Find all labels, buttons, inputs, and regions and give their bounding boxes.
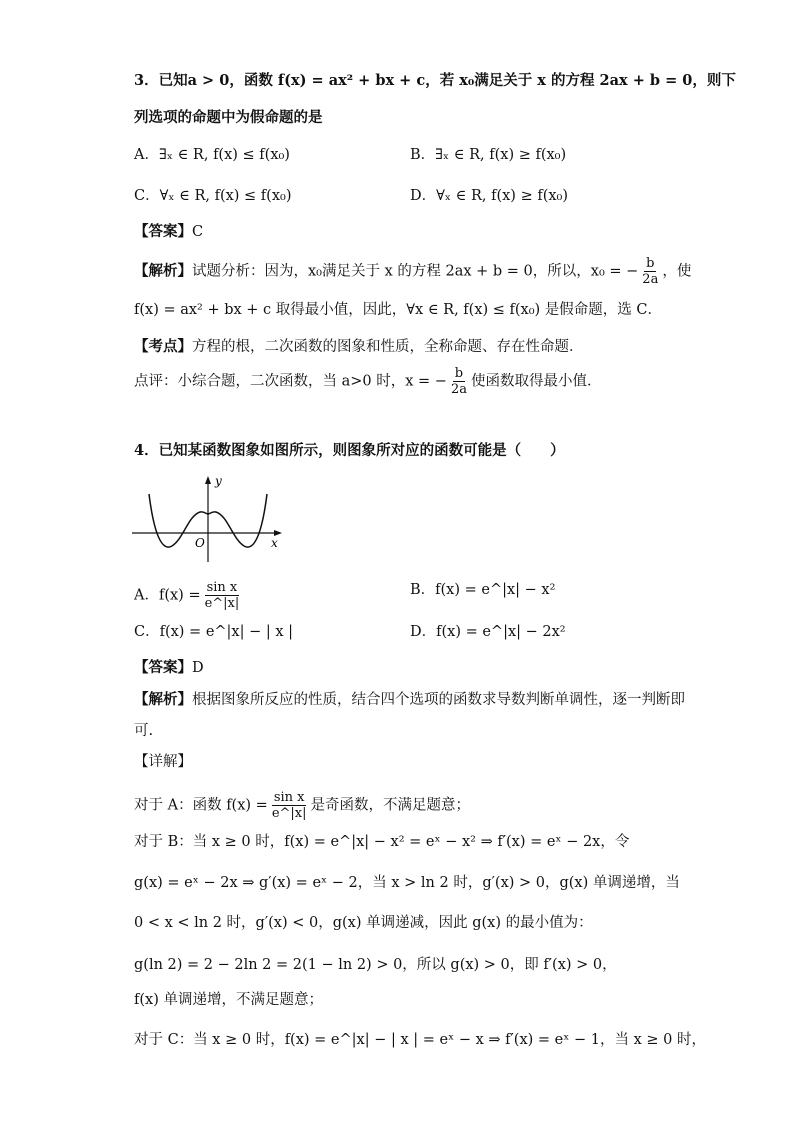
- fraction-sinx-over-e: [203, 580, 242, 611]
- answer-tag: 【答案】: [134, 223, 192, 240]
- q3-stem-line2: 列选项的命题中为假命题的是: [134, 109, 323, 126]
- fraction-denominator: e^|x|: [204, 596, 240, 611]
- q4-option-c: C．f(x) = e^|x| − | x |: [134, 624, 294, 640]
- q3-option-a: A．∃ₓ ∈ R, f(x) ≤ f(x₀): [134, 147, 290, 163]
- q3-stem-line1: 3．已知a > 0，函数 f(x) = ax² + bx + c，若 x₀满足关于 x 的方程 2ax + b = 0，则下: [134, 72, 736, 89]
- q4-option-d: D．f(x) = e^|x| − 2x²: [410, 624, 566, 640]
- q4-analysis-line1: [134, 690, 685, 710]
- fraction-numerator: sin x: [273, 790, 305, 805]
- analysis-tag: 【解析】: [134, 262, 192, 280]
- q4-option-a: [134, 580, 243, 611]
- q4-for-a: [134, 790, 470, 821]
- q3-option-d: D．∀ₓ ∈ R, f(x) ≥ f(x₀): [410, 188, 569, 204]
- q3-option-c: C．∀ₓ ∈ R, f(x) ≤ f(x₀): [134, 188, 292, 204]
- fraction-denominator: 2a: [642, 272, 659, 287]
- q4-stem: 4．已知某函数图象如图所示，则图象所对应的函数可能是（ ）: [134, 442, 565, 459]
- answer-value: D: [192, 660, 204, 676]
- fraction-denominator: e^|x|: [271, 806, 307, 821]
- analysis-text-end: ，使: [662, 263, 692, 280]
- q3-analysis-line1: [134, 256, 691, 287]
- q4-for-b-line5: f(x) 单调递增，不满足题意；: [134, 992, 323, 1008]
- fraction-numerator: b: [454, 366, 464, 381]
- for-a-text: 对于 A：函数 f(x) =: [134, 797, 268, 814]
- kaodian-tag: 【考点】: [134, 338, 192, 355]
- q3-option-b: B．∃ₓ ∈ R, f(x) ≥ f(x₀): [410, 147, 567, 163]
- origin-label: O: [195, 536, 205, 550]
- q4-detail-tag: 【详解】: [134, 754, 192, 770]
- fraction-numerator: b: [646, 256, 655, 271]
- answer-tag: 【答案】: [134, 659, 192, 676]
- q4-answer: [134, 658, 204, 678]
- fraction-denominator: 2a: [450, 382, 467, 397]
- q4-for-b-line1: 对于 B：当 x ≥ 0 时，f(x) = e^|x| − x² = eˣ − x² ⇒ f′(x) = eˣ − 2x，令: [134, 834, 630, 850]
- q4-for-c-line1: 对于 C：当 x ≥ 0 时，f(x) = e^|x| − | x | = eˣ − x ⇒ f′(x) = eˣ − 1，当 x ≥ 0 时，: [134, 1032, 706, 1048]
- fraction-numerator: sin x: [206, 580, 238, 595]
- analysis-text: 试题分析：因为，x₀满足关于 x 的方程 2ax + b = 0，所以，x₀ = −: [192, 263, 639, 280]
- q4-option-b: B．f(x) = e^|x| − x²: [410, 582, 556, 598]
- function-graph: [132, 474, 282, 562]
- y-axis-arrow: [205, 476, 211, 484]
- option-a-text: A．f(x) =: [134, 587, 201, 604]
- analysis-tag: 【解析】: [134, 691, 192, 708]
- q3-kaodian: [134, 337, 584, 357]
- fraction-b-over-2a: [640, 256, 660, 287]
- answer-value: C: [192, 224, 204, 240]
- q3-comment: [134, 366, 601, 397]
- y-label: y: [215, 474, 222, 488]
- q4-analysis-line2: 可.: [134, 723, 154, 739]
- q3-answer: [134, 222, 203, 242]
- x-label: x: [271, 536, 278, 550]
- q3-analysis-line2: f(x) = ax² + bx + c 取得最小值，因此，∀x ∈ R, f(x) ≤ f(x₀) 是假命题，选 C．: [134, 302, 663, 318]
- fraction-sinx-over-e: [270, 790, 309, 821]
- for-a-text-end: 是奇函数，不满足题意；: [310, 797, 470, 814]
- comment-text-end: 使函数取得最小值．: [470, 373, 602, 390]
- analysis-text: 根据图象所反应的性质，结合四个选项的函数求导数判断单调性，逐一判断即: [192, 692, 685, 708]
- fraction-b-over-2a: [449, 366, 469, 397]
- kaodian-text: 方程的根，二次函数的图象和性质，全称命题、存在性命题．: [192, 339, 584, 355]
- comment-text: 点评：小综合题，二次函数，当 a>0 时，x = −: [134, 373, 447, 390]
- q4-for-b-line4: g(ln 2) = 2 − 2ln 2 = 2(1 − ln 2) > 0，所以 g(x) > 0，即 f′(x) > 0，: [134, 957, 617, 973]
- q4-for-b-line3: 0 < x < ln 2 时，g′(x) < 0，g(x) 单调递减，因此 g(x) 的最小值为：: [134, 915, 593, 931]
- q4-for-b-line2: g(x) = eˣ − 2x ⇒ g′(x) = eˣ − 2，当 x > ln 2 时，g′(x) > 0，g(x) 单调递增，当: [134, 875, 680, 891]
